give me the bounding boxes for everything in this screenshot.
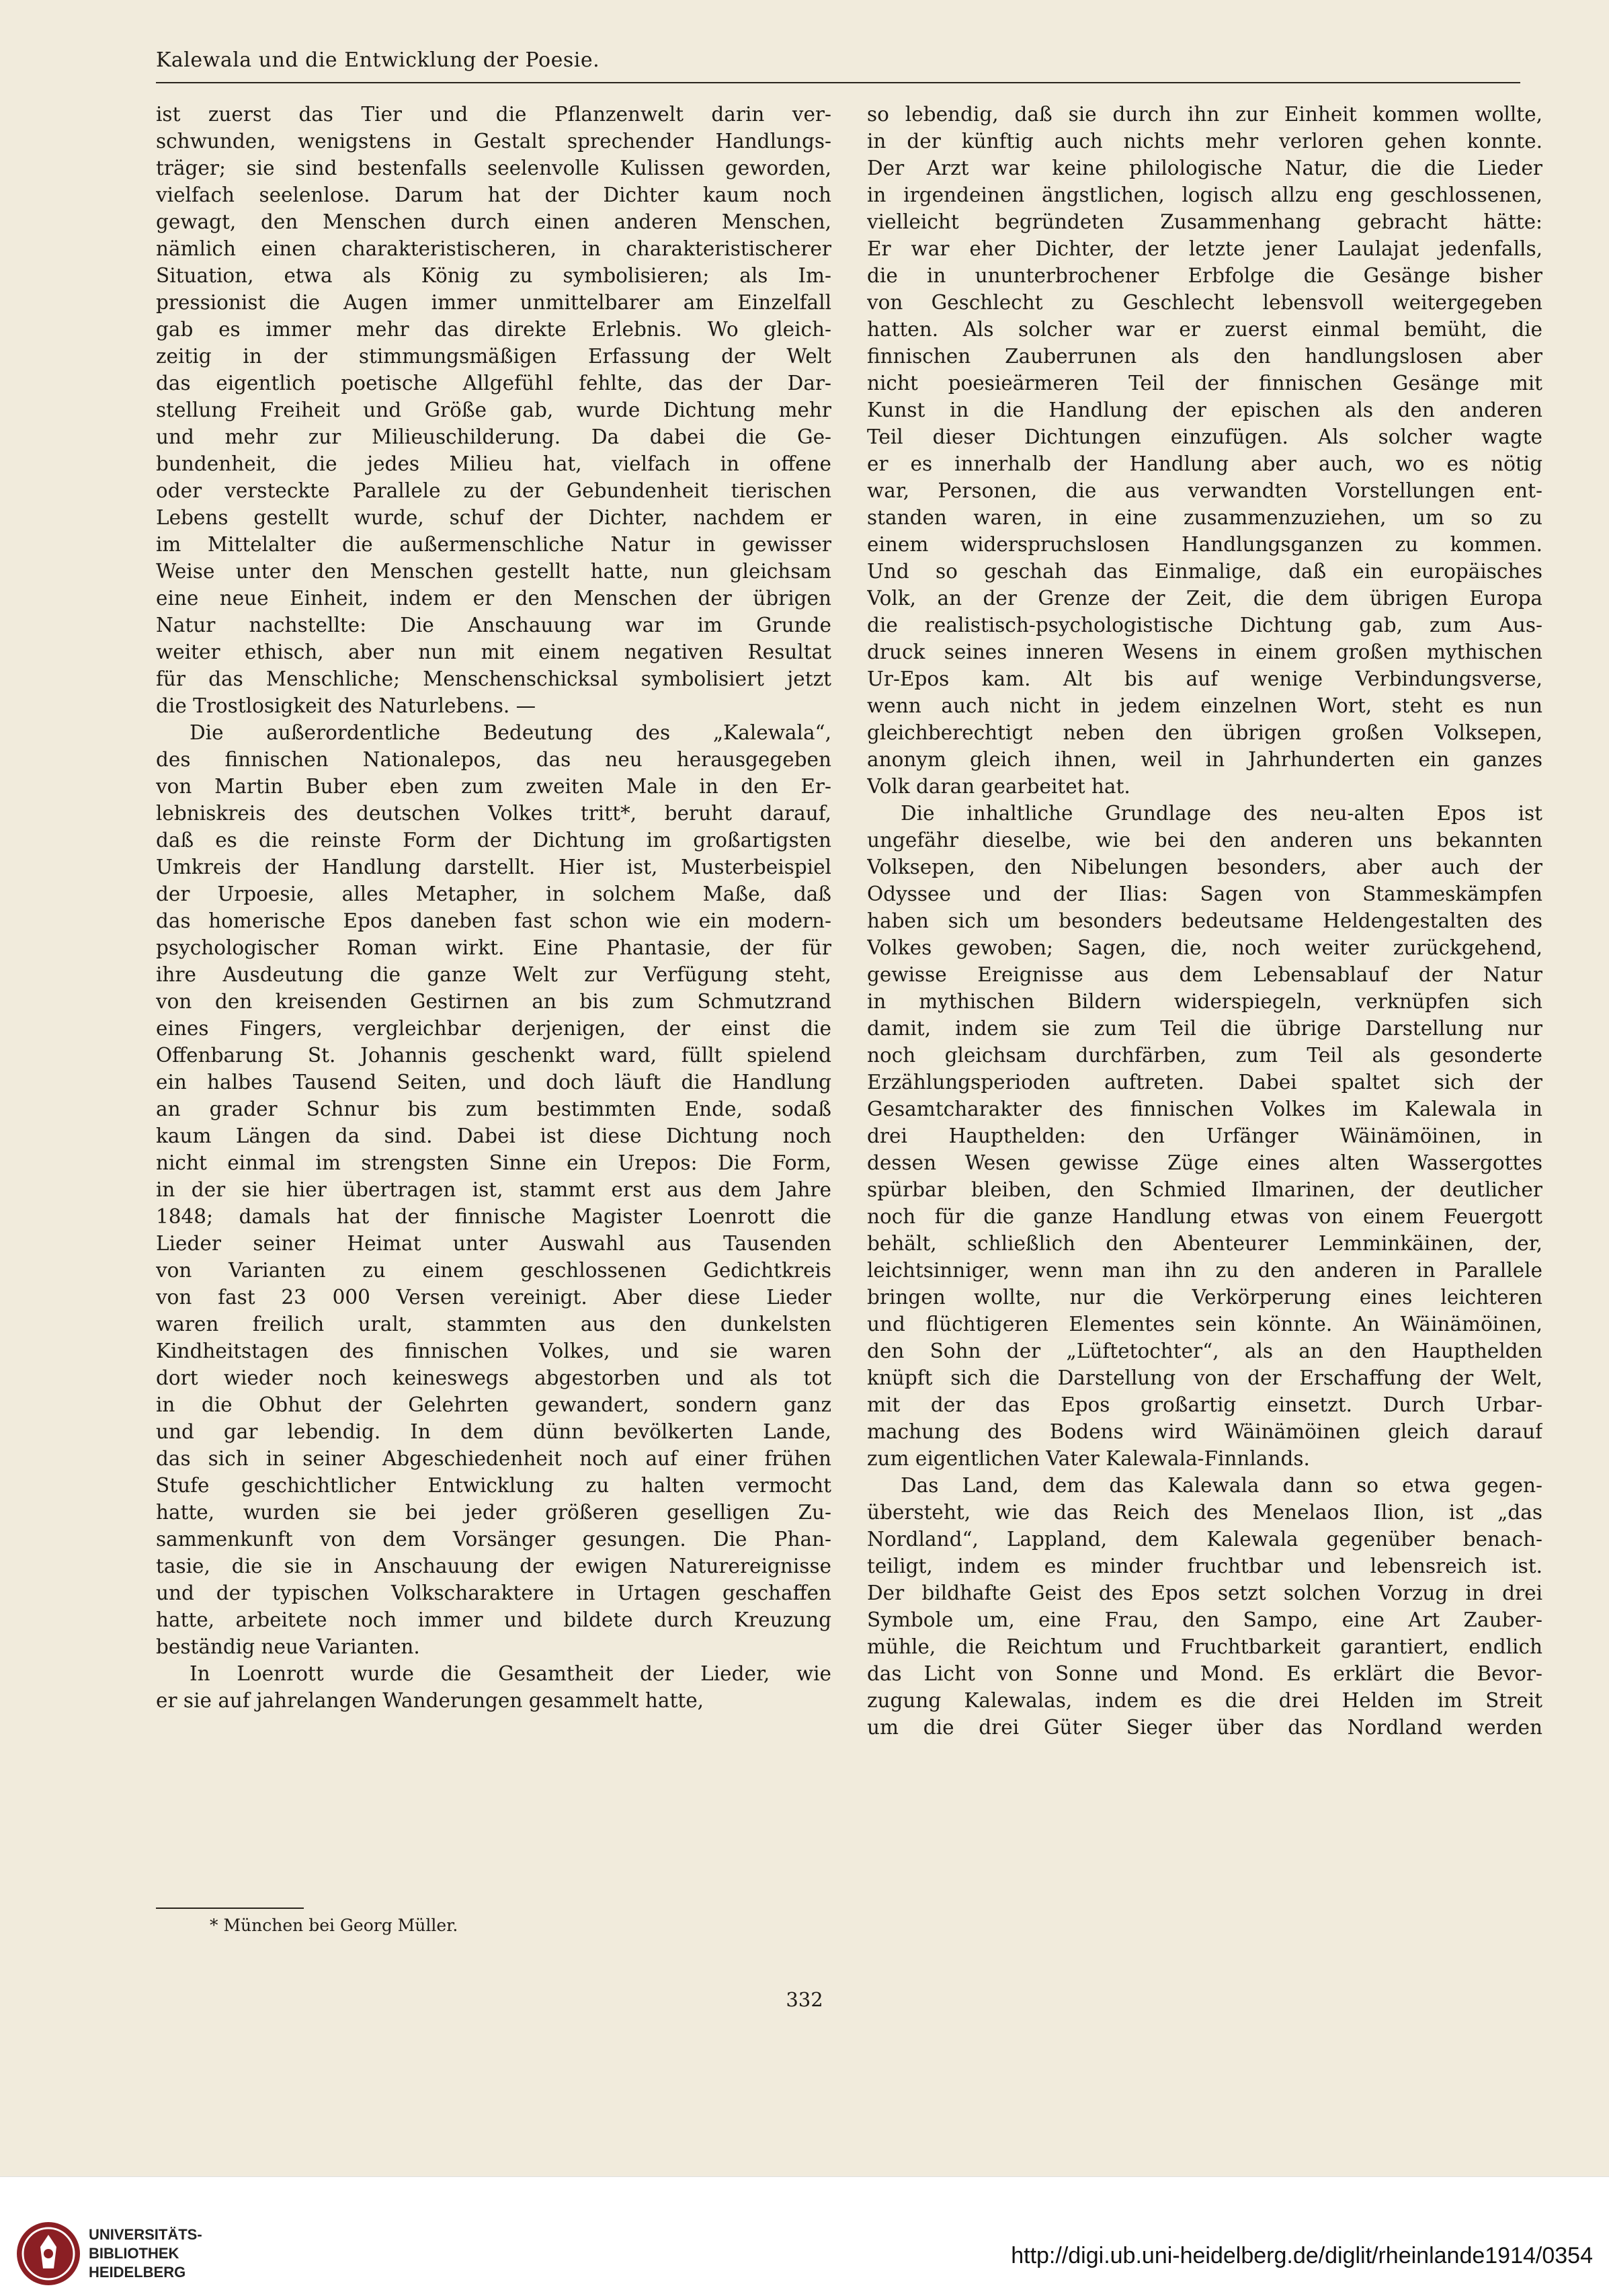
text-line: das Licht von Sonne und Mond. Es erklärt die Bevor- (867, 1662, 1542, 1685)
text-line: Nordland“, Lappland, dem Kalewala gegenüber benach- (867, 1528, 1542, 1551)
text-line: in mythischen Bildern widerspiegeln, verknüpfen sich (867, 990, 1542, 1013)
text-line: ihre Ausdeutung die ganze Welt zur Verfügung steht, (156, 963, 831, 986)
text-line: der Urpoesie, alles Metapher, in solchem Maße, daß (156, 883, 831, 905)
text-line: träger; sie sind bestenfalls seelenvolle Kulissen geworden, (156, 157, 831, 179)
text-line: so lebendig, daß sie durch ihn zur Einheit kommen wollte, (867, 103, 1542, 126)
text-line: Das Land, dem das Kalewala dann so etwa gegen- (901, 1474, 1542, 1497)
text-line: er sie auf jahrelangen Wanderungen gesammelt hatte, (156, 1689, 704, 1712)
text-line: Volksepen, den Nibelungen besonders, aber auch der (867, 856, 1542, 878)
text-line: spürbar bleiben, den Schmied Ilmarinen, der deutlicher (867, 1178, 1542, 1201)
text-line: war, Personen, die aus verwandten Vorstellungen ent- (867, 479, 1542, 502)
text-line: den Sohn der „Lüftetochter“, als an den Haupthelden (867, 1340, 1542, 1362)
text-line: beständig neue Varianten. (156, 1635, 420, 1658)
text-line: daß es die reinste Form der Dichtung im großartigsten (156, 829, 831, 852)
seal-icon[interactable] (15, 2220, 82, 2287)
text-line: dort wieder noch keineswegs abgestorben und als tot (156, 1366, 831, 1389)
text-line: Kindheitstagen des finnischen Volkes, und sie waren (156, 1340, 831, 1362)
library-name-line3: HEIDELBERG (89, 2264, 186, 2281)
text-line: hatte, wurden sie bei jeder größeren geselligen Zu- (156, 1501, 831, 1524)
text-line: in die Obhut der Gelehrten gewandert, sondern ganz (156, 1393, 831, 1416)
text-line: Er war eher Dichter, der letzte jener Laulajat jedenfalls, (867, 237, 1542, 260)
text-line: für das Menschliche; Menschenschicksal symbolisiert jetzt (156, 667, 831, 690)
text-line: gewagt, den Menschen durch einen anderen Menschen, (156, 210, 831, 233)
text-line: In Loenrott wurde die Gesamtheit der Lieder, wie (190, 1662, 831, 1685)
text-line: ist zuerst das Tier und die Pflanzenwelt darin ver- (156, 103, 831, 126)
running-head: Kalewala und die Entwicklung der Poesie. (156, 48, 600, 72)
text-line: das homerische Epos daneben fast schon wie ein modern- (156, 909, 831, 932)
text-line: ungefähr dieselbe, wie bei den anderen uns bekannten (867, 829, 1542, 852)
text-line: Der Arzt war keine philologische Natur, die die Lieder (867, 157, 1542, 179)
text-line: dessen Wesen gewisse Züge eines alten Wassergottes (867, 1151, 1542, 1174)
text-line: leichtsinniger, wenn man ihn zu den anderen in Parallele (867, 1259, 1542, 1282)
text-line: zeitig in der stimmungsmäßigen Erfassung der Welt (156, 345, 831, 368)
text-line: gleichberechtigt neben den übrigen großen Volksepen, (867, 721, 1542, 744)
text-line: noch gleichsam durchfärben, zum Teil als gesonderte (867, 1044, 1542, 1067)
text-line: kaum Längen da sind. Dabei ist diese Dichtung noch (156, 1124, 831, 1147)
source-url-link[interactable]: http://digi.ub.uni-heidelberg.de/diglit/rheinlande1914/0354 (1011, 2243, 1593, 2268)
text-line: Natur nachstellte: Die Anschauung war im Grunde (156, 614, 831, 637)
text-line: Die inhaltliche Grundlage des neu-alten Epos ist (901, 802, 1542, 825)
text-line: Offenbarung St. Johannis geschenkt ward, füllt spielend (156, 1044, 831, 1067)
text-line: von den kreisenden Gestirnen an bis zum Schmutzrand (156, 990, 831, 1013)
text-line: und mehr zur Milieuschilderung. Da dabei die Ge- (156, 425, 831, 448)
text-line: die Trostlosigkeit des Naturlebens. — (156, 694, 536, 717)
text-line: mühle, die Reichtum und Fruchtbarkeit garantiert, endlich (867, 1635, 1542, 1658)
text-line: und der typischen Volkscharaktere in Urtagen geschaffen (156, 1582, 831, 1604)
text-line: Volk daran gearbeitet hat. (867, 775, 1130, 798)
text-line: 1848; damals hat der finnische Magister Loenrott die (156, 1205, 831, 1228)
text-line: in der künftig auch nichts mehr verloren gehen konnte. (867, 130, 1542, 153)
text-line: bringen wollte, nur die Verkörperung eines leichteren (867, 1286, 1542, 1309)
text-line: zugung Kalewalas, indem es die drei Helden im Streit (867, 1689, 1542, 1712)
text-line: von Martin Buber eben zum zweiten Male in den Er- (156, 775, 831, 798)
header-rule (156, 82, 1520, 83)
text-line: wenn auch nicht in jedem einzelnen Wort, steht es nun (867, 694, 1542, 717)
text-line: Symbole um, eine Frau, den Sampo, eine Art Zauber- (867, 1608, 1542, 1631)
text-line: Teil dieser Dichtungen einzufügen. Als solcher wagte (867, 425, 1542, 448)
text-line: nicht einmal im strengsten Sinne ein Urepos: Die Form, (156, 1151, 831, 1174)
text-line: nämlich einen charakteristischeren, in charakteristischerer (156, 237, 831, 260)
text-line: von fast 23 000 Versen vereinigt. Aber diese Lieder (156, 1286, 831, 1309)
text-line: Umkreis der Handlung darstellt. Hier ist, Musterbeispiel (156, 856, 831, 878)
text-line: gewisse Ereignisse aus dem Lebensablauf der Natur (867, 963, 1542, 986)
library-name-line1: UNIVERSITÄTS- (89, 2226, 202, 2243)
text-line: mit der das Epos großartig einsetzt. Durch Urbar- (867, 1393, 1542, 1416)
text-line: Und so geschah das Einmalige, daß ein europäisches (867, 560, 1542, 583)
text-line: Odyssee und der Ilias: Sagen von Stammeskämpfen (867, 883, 1542, 905)
text-line: des finnischen Nationalepos, das neu herausgegeben (156, 748, 831, 771)
text-line: übersteht, wie das Reich des Menelaos Ilion, ist „das (867, 1501, 1542, 1524)
text-line: das eigentlich poetische Allgefühl fehlte, das der Dar- (156, 372, 831, 395)
text-line: teiligt, indem es minder fruchtbar und lebensreich ist. (867, 1555, 1542, 1577)
library-footer (0, 2176, 1609, 2296)
text-line: in irgendeinen ängstlichen, logisch allzu eng geschlossenen, (867, 183, 1542, 206)
text-line: sammenkunft von dem Vorsänger gesungen. Die Phan- (156, 1528, 831, 1551)
text-line: Volkes gewoben; Sagen, die, noch weiter zurückgehend, (867, 936, 1542, 959)
text-line: ein halbes Tausend Seiten, und doch läuft die Handlung (156, 1071, 831, 1094)
text-line: machung des Bodens wird Wäinämöinen gleich darauf (867, 1420, 1542, 1443)
text-line: drei Haupthelden: den Urfänger Wäinämöinen, in (867, 1124, 1542, 1147)
text-line: waren freilich uralt, stammten aus den dunkelsten (156, 1313, 831, 1336)
text-line: stellung Freiheit und Größe gab, wurde Dichtung mehr (156, 399, 831, 421)
text-line: damit, indem sie zum Teil die übrige Darstellung nur (867, 1017, 1542, 1040)
text-line: in der sie hier übertragen ist, stammt erst aus dem Jahre (156, 1178, 831, 1201)
text-line: schwunden, wenigstens in Gestalt sprechender Handlungs- (156, 130, 831, 153)
right-column (867, 101, 1542, 1741)
text-line: noch für die ganze Handlung etwas von einem Feuergott (867, 1205, 1542, 1228)
text-line: Lieder seiner Heimat unter Auswahl aus Tausenden (156, 1232, 831, 1255)
text-line: vielleicht begründeten Zusammenhang gebracht hätte: (867, 210, 1542, 233)
text-line: haben sich um besonders bedeutsame Heldengestalten des (867, 909, 1542, 932)
text-line: Volk, an der Grenze der Zeit, die dem übrigen Europa (867, 587, 1542, 610)
text-line: nicht poesieärmeren Teil der finnischen Gesänge mit (867, 372, 1542, 395)
text-line: oder versteckte Parallele zu der Gebundenheit tierischen (156, 479, 831, 502)
text-line: Situation, etwa als König zu symbolisieren; als Im- (156, 264, 831, 287)
text-line: Der bildhafte Geist des Epos setzt solchen Vorzug in drei (867, 1582, 1542, 1604)
text-line: lebniskreis des deutschen Volkes tritt*, beruht darauf, (156, 802, 831, 825)
text-line: behält, schließlich den Abenteurer Lemminkäinen, der, (867, 1232, 1542, 1255)
text-line: Stufe geschichtlicher Entwicklung zu halten vermocht (156, 1474, 831, 1497)
text-line: vielfach seelenlose. Darum hat der Dichter kaum noch (156, 183, 831, 206)
text-line: und flüchtigeren Elementes sein könnte. An Wäinämöinen, (867, 1313, 1542, 1336)
text-line: um die drei Güter Sieger über das Nordland werden (867, 1716, 1542, 1739)
text-line: eine neue Einheit, indem er den Menschen der übrigen (156, 587, 831, 610)
library-name[interactable] (89, 2225, 202, 2282)
text-line: hatte, arbeitete noch immer und bildete durch Kreuzung (156, 1608, 831, 1631)
text-line: hatten. Als solcher war er zuerst einmal bemüht, die (867, 318, 1542, 341)
text-line: von Varianten zu einem geschlossenen Gedichtkreis (156, 1259, 831, 1282)
text-line: psychologischer Roman wirkt. Eine Phantasie, der für (156, 936, 831, 959)
text-line: Erzählungsperioden auftreten. Dabei spaltet sich der (867, 1071, 1542, 1094)
text-line: die in ununterbrochener Erbfolge die Gesänge bisher (867, 264, 1542, 287)
text-line: zum eigentlichen Vater Kalewala-Finnlands. (867, 1447, 1310, 1470)
text-line: Weise unter den Menschen gestellt hatte, nun gleichsam (156, 560, 831, 583)
left-column (156, 101, 831, 1714)
text-line: bundenheit, die jedes Milieu hat, vielfach in offene (156, 452, 831, 475)
text-line: finnischen Zauberrunen als den handlungslosen aber (867, 345, 1542, 368)
text-line: an grader Schnur bis zum bestimmten Ende, sodaß (156, 1098, 831, 1120)
page-number: 332 (786, 1988, 823, 2011)
text-line: Kunst in die Handlung der epischen als den anderen (867, 399, 1542, 421)
text-line: Lebens gestellt wurde, schuf der Dichter, nachdem er (156, 506, 831, 529)
text-line: er es innerhalb der Handlung aber auch, wo es nötig (867, 452, 1542, 475)
text-line: knüpft sich die Darstellung von der Erschaffung der Welt, (867, 1366, 1542, 1389)
library-name-line2: BIBLIOTHEK (89, 2245, 179, 2262)
text-line: tasie, die sie in Anschauung der ewigen Naturereignisse (156, 1555, 831, 1577)
text-line: druck seines inneren Wesens in einem großen mythischen (867, 641, 1542, 663)
text-line: gab es immer mehr das direkte Erlebnis. Wo gleich- (156, 318, 831, 341)
text-line: im Mittelalter die außermenschliche Natur in gewisser (156, 533, 831, 556)
text-line: weiter ethisch, aber nun mit einem negativen Resultat (156, 641, 831, 663)
text-line: die realistisch-psychologistische Dichtung gab, zum Aus- (867, 614, 1542, 637)
text-line: und gar lebendig. In dem dünn bevölkerten Lande, (156, 1420, 831, 1443)
text-line: anonym gleich ihnen, weil in Jahrhunderten ein ganzes (867, 748, 1542, 771)
text-line: standen waren, in eine zusammenzuziehen, um so zu (867, 506, 1542, 529)
text-line: pressionist die Augen immer unmittelbarer am Einzelfall (156, 291, 831, 314)
text-line: Die außerordentliche Bedeutung des „Kalewala“, (190, 721, 831, 744)
text-line: eines Fingers, vergleichbar derjenigen, der einst die (156, 1017, 831, 1040)
footnote: * München bei Georg Müller. (210, 1916, 458, 1935)
text-line: das sich in seiner Abgeschiedenheit noch auf einer frühen (156, 1447, 831, 1470)
text-line: einem widerspruchslosen Handlungsganzen zu kommen. (867, 533, 1542, 556)
text-line: von Geschlecht zu Geschlecht lebensvoll weitergegeben (867, 291, 1542, 314)
footnote-rule (156, 1908, 304, 1909)
text-line: Gesamtcharakter des finnischen Volkes im Kalewala in (867, 1098, 1542, 1120)
text-line: Ur-Epos kam. Alt bis auf wenige Verbindungsverse, (867, 667, 1542, 690)
